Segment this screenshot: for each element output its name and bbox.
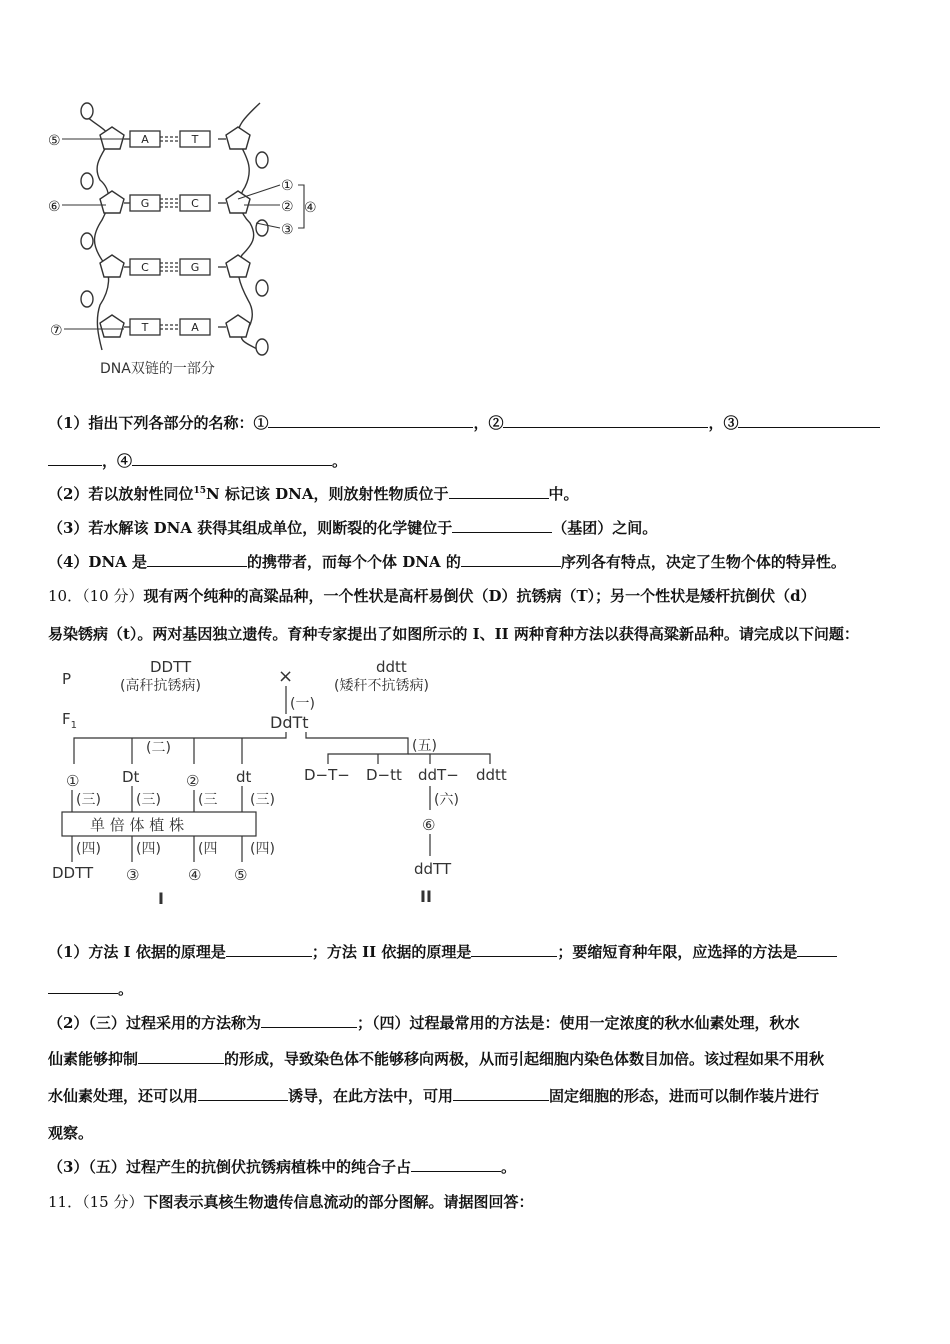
- base-pair-2-right: C: [191, 197, 199, 210]
- answer-blank-3-cont[interactable]: [48, 450, 102, 466]
- marker-1: ①: [281, 178, 294, 194]
- q9-p4-text-b: 的携带者，而每个个体 DNA 的: [247, 553, 461, 571]
- q10-p2-text-g: 固定细胞的形态，进而可以制作装片进行: [549, 1087, 820, 1105]
- q10-part1-line1: [48, 941, 837, 962]
- q10-p2-text-d: 的形成，导致染色体不能够移向两极，从而引起细胞内染色体数目加倍。该过程如果不用秋: [224, 1050, 825, 1068]
- q9-p3-text-b: （基团）之间。: [552, 519, 658, 537]
- step-3-label-3: (三: [198, 792, 218, 808]
- q10-number: 10．（10 分）: [48, 587, 144, 605]
- answer-blank-11[interactable]: [797, 941, 837, 957]
- f2-class-2: D−tt: [366, 766, 402, 784]
- cross-symbol: ×: [278, 666, 294, 687]
- q9-p4-text-c: 序列各有特点，决定了生物个体的特异性。: [560, 553, 846, 571]
- q10-stem-line1: [48, 585, 816, 606]
- q9-p1-text-c: ，③: [708, 414, 739, 432]
- q9-p2-text-b: N 标记该 DNA，则放射性物质位于: [205, 485, 449, 503]
- q10-p2-text-a: （2）（三）过程采用的方法称为: [48, 1014, 261, 1032]
- q9-p4-text-a: （4）DNA 是: [48, 553, 148, 571]
- method-I-label: I: [158, 889, 164, 908]
- answer-blank-6[interactable]: [452, 517, 552, 533]
- parent2-genotype: ddtt: [376, 658, 407, 676]
- answer-blank-7[interactable]: [147, 551, 247, 567]
- q10-p1-text-c: ；要缩短育种年限，应选择的方法是: [557, 943, 798, 961]
- step-4-label-1: (四): [76, 841, 101, 857]
- q10-p2-text-e: 水仙素处理，还可以用: [48, 1087, 199, 1105]
- result-II: ddTT: [414, 860, 452, 878]
- q9-p1-text-b: ，②: [473, 414, 504, 432]
- answer-blank-16[interactable]: [411, 1156, 501, 1172]
- step-4-label-4: (四): [250, 841, 275, 857]
- label-F1: $F_1$: [62, 710, 78, 731]
- base-pair-4-left: T: [141, 321, 149, 334]
- q11-stem: [48, 1191, 533, 1212]
- label-P: P: [62, 670, 72, 688]
- q9-p2-text-c: 中。: [548, 485, 579, 503]
- breeding-methods-diagram: [50, 652, 530, 914]
- answer-blank-12[interactable]: [261, 1012, 357, 1028]
- parent2-phenotype: (矮秆不抗锈病): [334, 678, 429, 694]
- answer-blank-9[interactable]: [226, 941, 312, 957]
- q11-stem-text: 下图表示真核生物遗传信息流动的部分图解。请据图回答：: [143, 1193, 534, 1211]
- marker-6-circle: ⑥: [422, 816, 436, 834]
- result-I-4: ⑤: [234, 866, 248, 884]
- marker-5: ⑤: [48, 133, 61, 149]
- q10-p1-text-a: （1）方法 I 依据的原理是: [48, 943, 226, 961]
- method-II-label: II: [420, 887, 432, 906]
- answer-blank-11-cont[interactable]: [48, 978, 118, 994]
- marker-4: ④: [304, 200, 317, 216]
- step-3-label-2: (三): [136, 792, 161, 808]
- q9-p2-text-a: （2）若以放射性同位: [48, 485, 194, 503]
- answer-blank-8[interactable]: [461, 551, 561, 567]
- step-3-label-4: (三): [250, 792, 275, 808]
- q10-part2-line4: [48, 1122, 93, 1143]
- answer-blank-1[interactable]: [268, 412, 473, 428]
- haploid-plant-label: 单 倍 体 植 株: [90, 816, 185, 834]
- answer-blank-14[interactable]: [198, 1085, 288, 1101]
- base-pair-1-left: A: [141, 133, 149, 146]
- result-I-1: DDTT: [52, 864, 94, 882]
- marker-3: ③: [281, 222, 294, 238]
- q9-part1-line2: [48, 450, 347, 471]
- q10-p2-text-h: 观察。: [48, 1124, 94, 1142]
- f2-class-3: ddT−: [418, 766, 459, 784]
- dna-double-strand-diagram: [40, 95, 340, 385]
- step-4-label-2: (四): [136, 841, 161, 857]
- step-1-label: (一): [290, 696, 315, 712]
- answer-blank-5[interactable]: [449, 483, 549, 499]
- q10-p2-text-f: 诱导，在此方法中，可用: [288, 1087, 454, 1105]
- answer-blank-13[interactable]: [138, 1048, 224, 1064]
- dna-figure-caption: DNA双链的一部分: [100, 361, 215, 377]
- q10-part2-line3: [48, 1085, 819, 1106]
- isotope-superscript: 15: [193, 486, 206, 496]
- q10-stem-1: 现有两个纯种的高粱品种，一个性状是高杆易倒伏（D）抗锈病（T）；另一个性状是矮杆抗倒伏（d）: [143, 587, 816, 605]
- parent1-phenotype: (高秆抗锈病): [120, 678, 201, 694]
- q10-part2-line2: [48, 1048, 824, 1069]
- q9-p1-text-d: ，④: [102, 452, 133, 470]
- marker-7: ⑦: [50, 323, 63, 339]
- step-5-label: (五): [412, 738, 437, 754]
- q10-stem-2: 易染锈病（t）。两对基因独立遗传。育种专家提出了如图所示的 I、II 两种育种方法以获得高粱新品种。请完成以下问题：: [48, 625, 859, 643]
- answer-blank-3[interactable]: [738, 412, 880, 428]
- q9-p3-text-a: （3）若水解该 DNA 获得其组成单位，则断裂的化学键位于: [48, 519, 453, 537]
- step-6-label: (六): [434, 792, 459, 808]
- q9-part4: [48, 551, 846, 572]
- q10-p2-text-c: 仙素能够抑制: [48, 1050, 139, 1068]
- step-2-label: (二): [146, 740, 171, 756]
- step-3-label-1: (三): [76, 792, 101, 808]
- marker-2: ②: [281, 199, 294, 215]
- dna-figure: [40, 95, 340, 385]
- breeding-diagram: [50, 652, 530, 914]
- q10-stem-line2: [48, 623, 859, 644]
- q9-part3: [48, 517, 657, 538]
- q10-p3-text-a: （3）（五）过程产生的抗倒伏抗锈病植株中的纯合子占: [48, 1158, 411, 1176]
- answer-blank-2[interactable]: [503, 412, 708, 428]
- base-pair-4-right: A: [191, 321, 199, 334]
- q11-number: 11．（15 分）: [48, 1193, 144, 1211]
- q9-p1-text-e: 。: [332, 452, 348, 470]
- base-pair-1-right: T: [191, 133, 199, 146]
- q9-part1-line1: [48, 412, 880, 433]
- q10-p2-text-b: ；（四）过程最常用的方法是：使用一定浓度的秋水仙素处理，秋水: [356, 1014, 800, 1032]
- f2-class-1: D−T−: [304, 766, 350, 784]
- q10-p3-text-b: 。: [500, 1158, 516, 1176]
- q10-p1-text-d: 。: [118, 980, 134, 998]
- step-4-label-3: (四: [198, 841, 218, 857]
- gamete-3: ②: [186, 772, 200, 790]
- base-pair-3-right: G: [190, 261, 200, 274]
- base-pair-2-left: G: [140, 197, 150, 210]
- marker-6: ⑥: [48, 199, 61, 215]
- answer-blank-10[interactable]: [471, 941, 557, 957]
- f1-genotype: DdTt: [270, 713, 309, 732]
- q9-part2: [48, 483, 579, 504]
- gamete-2: Dt: [122, 768, 140, 786]
- q10-part3: [48, 1156, 516, 1177]
- parent1-genotype: DDTT: [150, 658, 192, 676]
- gamete-4: dt: [236, 768, 252, 786]
- q9-p1-text-a: （1）指出下列各部分的名称：①: [48, 414, 269, 432]
- q10-part2-line1: [48, 1012, 799, 1033]
- answer-blank-4[interactable]: [132, 450, 332, 466]
- result-I-3: ④: [188, 866, 202, 884]
- q10-part1-line2: [48, 978, 133, 999]
- q10-p1-text-b: ；方法 II 依据的原理是: [311, 943, 472, 961]
- result-I-2: ③: [126, 866, 140, 884]
- gamete-1: ①: [66, 772, 80, 790]
- f2-class-4: ddtt: [476, 766, 507, 784]
- answer-blank-15[interactable]: [453, 1085, 549, 1101]
- base-pair-3-left: C: [141, 261, 149, 274]
